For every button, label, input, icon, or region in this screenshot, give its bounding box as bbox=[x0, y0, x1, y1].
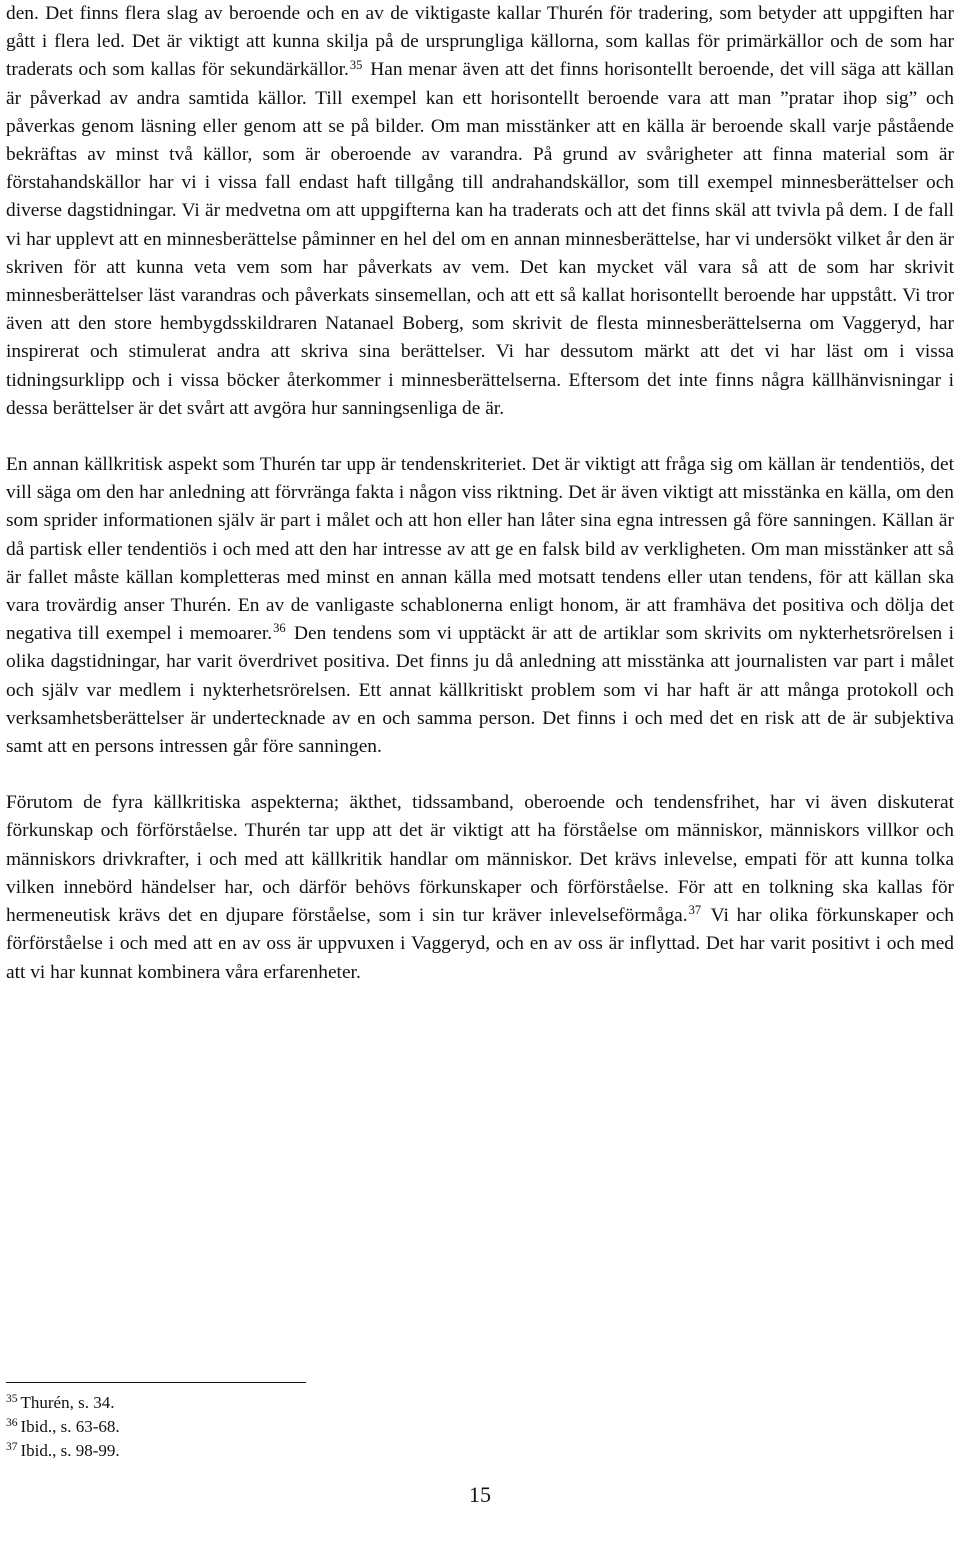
footnote-text: Ibid., s. 98-99. bbox=[20, 1441, 120, 1460]
footnote bbox=[6, 1391, 606, 1415]
page-number: 15 bbox=[469, 1482, 491, 1507]
footnote-text: Thurén, s. 34. bbox=[20, 1393, 115, 1412]
footnote-number: 37 bbox=[6, 1440, 18, 1453]
footnote bbox=[6, 1415, 606, 1439]
footnote-reference: 37 bbox=[688, 903, 702, 918]
paragraph-text: Den tendens som vi upptäckt är att de artiklar som skrivits om nykterhetsrörelsen i olika dagstidningar, har varit överdrivet positiva. Det finns ju då anledning att misstänka att journalisten var part i målet och själv var medlem i nykterhetsrörelsen. Ett annat källkritiskt problem som vi har haft är att många protokoll och verksamhetsberättelser är undertecknade av en och samma person. Det finns i och med det en risk att de är subjektiva samt att en persons intressen går före sanningen. bbox=[6, 623, 954, 758]
footnote-reference: 35 bbox=[349, 57, 363, 72]
footnote-number: 36 bbox=[6, 1416, 18, 1429]
footnote bbox=[6, 1439, 606, 1463]
paragraph-text: den. Det finns flera slag av beroende och en av de viktigaste kallar Thurén för tradering, som betyder att uppgiften har gått i flera led. Det är viktigt att kunna skilja på de ursprungliga källorna, som kallas för primärkällor och de som har traderats och som kallas för sekundärkällor. bbox=[6, 3, 954, 81]
paragraph-text: Vi har olika förkunskaper och förförståelse i och med att en av oss är uppvuxen i Vaggeryd, och en av oss är inflyttad. Det har varit positivt i och med att vi har kunnat kombinera våra erfarenheter. bbox=[6, 905, 954, 983]
paragraph-text: Förutom de fyra källkritiska aspekterna; äkthet, tidssamband, oberoende och tendensfrihet, har vi även diskuterat förkunskap och förförståelse. Thurén tar upp att det är viktigt att ha förståelse om människor, människors villkor och människors drivkrafter, i och med att källkritik handlar om människor. Det krävs inlevelse, empati för att kunna tolka vilken innebörd händelser har, och därför behövs förkunskaper och förförståelse. För att en tolkning ska kallas för hermeneutisk krävs det en djupare förståelse, som i sin tur kräver inlevelseförmåga. bbox=[6, 792, 954, 927]
paragraph-1 bbox=[6, 0, 954, 423]
document-body bbox=[6, 0, 954, 987]
paragraph-3 bbox=[6, 789, 954, 986]
footnote-separator bbox=[6, 1382, 306, 1383]
paragraph-text: Han menar även att det finns horisontellt beroende, det vill säga att källan är påverkad av andra samtida källor. Till exempel kan ett horisontellt beroende vara att man ”pratar ihop sig” och påverkas genom läsning eller genom att se på bilder. Om man misstänker att en källa är beroende skall varje påstående bekräftas av minst två källor, som är oberoende av varandra. På grund av svårigheter att finna material som är förstahandskällor har vi i vissa fall endast haft tillgång till andrahandskällor, som till exempel minnesberättelser och diverse dagstidningar. Vi är medvetna om att uppgifterna kan ha traderats och att det finns skäl att tvivla på dem. I de fall vi har upplevt att en minnesberättelse påminner en hel del om en annan minnesberättelse, har vi undersökt vilket år den är skriven för att kunna veta vem som har påverkats av vem. Det kan mycket väl vara så att de som har skrivit minnesberättelser läst varandras och påverkats sinsemellan, och att ett så kallat horisontellt beroende har uppstått. Vi tror även att den store hembygdsskildraren Natanael Boberg, som skrivit de flesta minnesberättelserna om Vaggeryd, har inspirerat och stimulerat andra att skriva sina berättelser. Vi har dessutom märkt att det vi har läst om i vissa tidningsurklipp och i vissa böcker återkommer i minnesberättelserna. Eftersom det inte finns några källhänvisningar i dessa berättelser är det svårt att avgöra hur sanningsenliga de är. bbox=[6, 59, 954, 419]
footnote-text: Ibid., s. 63-68. bbox=[20, 1417, 120, 1436]
footnotes bbox=[6, 1382, 606, 1463]
paragraph-2 bbox=[6, 451, 954, 761]
footnote-number: 35 bbox=[6, 1392, 18, 1405]
paragraph-text: En annan källkritisk aspekt som Thurén tar upp är tendenskriteriet. Det är viktigt att fråga sig om källan är tendentiös, det vill säga om den har anledning att förvränga fakta i någon viss riktning. Det är även viktigt att misstänka en källa, om den som sprider informationen själv är part i målet och att hon eller han låter sina egna intressen gå före sanningen. Källan är då partisk eller tendentiös i och med att den har intresse av att ge en falsk bild av verkligheten. Om man misstänker att så är fallet måste källan kompletteras med minst en annan källa med motsatt tendens eller utan tendens, för att källan ska vara trovärdig anser Thurén. En av de vanligaste schablonerna enligt honom, är att framhäva det positiva och dölja det negativa till exempel i memoarer. bbox=[6, 454, 954, 645]
footnote-reference: 36 bbox=[273, 621, 286, 636]
